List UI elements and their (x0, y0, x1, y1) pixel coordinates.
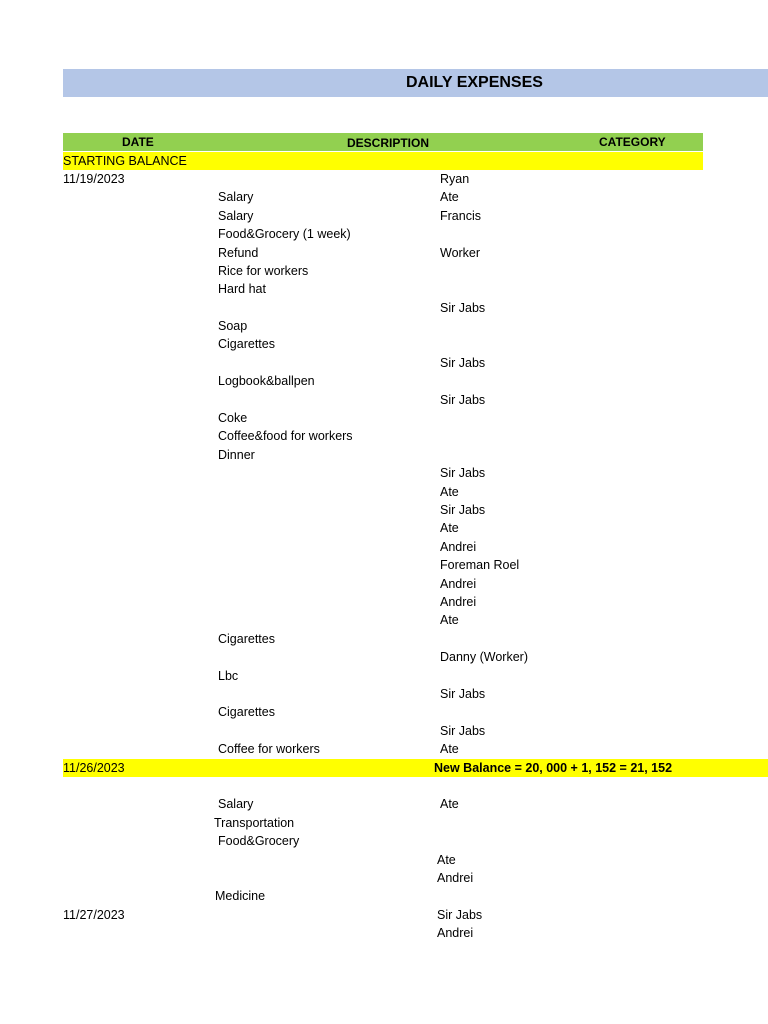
row-description: Cigarettes (218, 337, 275, 351)
row-category: Andrei (440, 577, 477, 591)
row-description: Rice for workers (218, 264, 309, 278)
row-description: Cigarettes (218, 705, 275, 719)
row-description: Salary (218, 797, 254, 811)
row-description: Salary (218, 209, 254, 223)
row-category: Worker (440, 246, 481, 260)
row-category: Sir Jabs (440, 724, 486, 738)
row-description: Lbc (218, 669, 239, 683)
starting-balance-label: STARTING BALANCE (63, 154, 187, 168)
row-date: 11/27/2023 (63, 908, 125, 922)
row-category: Sir Jabs (440, 393, 486, 407)
row-description: Cigarettes (218, 632, 275, 646)
row-description: Transportation (214, 816, 295, 830)
row-category: Ate (440, 613, 459, 627)
row-category: Andrei (437, 926, 474, 940)
header-description: DESCRIPTION (347, 136, 430, 150)
row-category: Ate (437, 853, 456, 867)
row-category: Sir Jabs (440, 466, 486, 480)
row-date: 11/19/2023 (63, 172, 125, 186)
row-category: Ate (440, 190, 459, 204)
row-description: Medicine (215, 889, 266, 903)
row-description: Hard hat (218, 282, 266, 296)
row-description: Dinner (218, 448, 255, 462)
row-category: Foreman Roel (440, 558, 520, 572)
row-description: Logbook&ballpen (218, 374, 315, 388)
row-description: Refund (218, 246, 259, 260)
row-category: Ate (440, 485, 459, 499)
row-category: Danny (Worker) (440, 650, 528, 664)
row-description: Coffee&food for workers (218, 429, 353, 443)
row-category: Sir Jabs (440, 301, 486, 315)
row-category: Andrei (437, 871, 474, 885)
row-category: New Balance = 20, 000 + 1, 152 = 21, 152 (434, 761, 673, 775)
row-category: Ate (440, 797, 459, 811)
row-category: Andrei (440, 595, 477, 609)
row-category: Sir Jabs (437, 908, 483, 922)
row-description: Soap (218, 319, 248, 333)
row-category: Sir Jabs (440, 356, 486, 370)
row-date: 11/26/2023 (63, 761, 125, 775)
header-date: DATE (122, 135, 154, 149)
row-description: Coke (218, 411, 248, 425)
row-category: Sir Jabs (440, 503, 486, 517)
row-category: Sir Jabs (440, 687, 486, 701)
row-description: Food&Grocery (1 week) (218, 227, 351, 241)
row-description: Food&Grocery (218, 834, 300, 848)
header-category: CATEGORY (599, 135, 666, 149)
row-category: Ate (440, 742, 459, 756)
row-category: Ate (440, 521, 459, 535)
row-category: Andrei (440, 540, 477, 554)
row-category: Francis (440, 209, 481, 223)
page-title: DAILY EXPENSES (406, 74, 543, 91)
row-category: Ryan (440, 172, 470, 186)
row-description: Salary (218, 190, 254, 204)
row-description: Coffee for workers (218, 742, 320, 756)
